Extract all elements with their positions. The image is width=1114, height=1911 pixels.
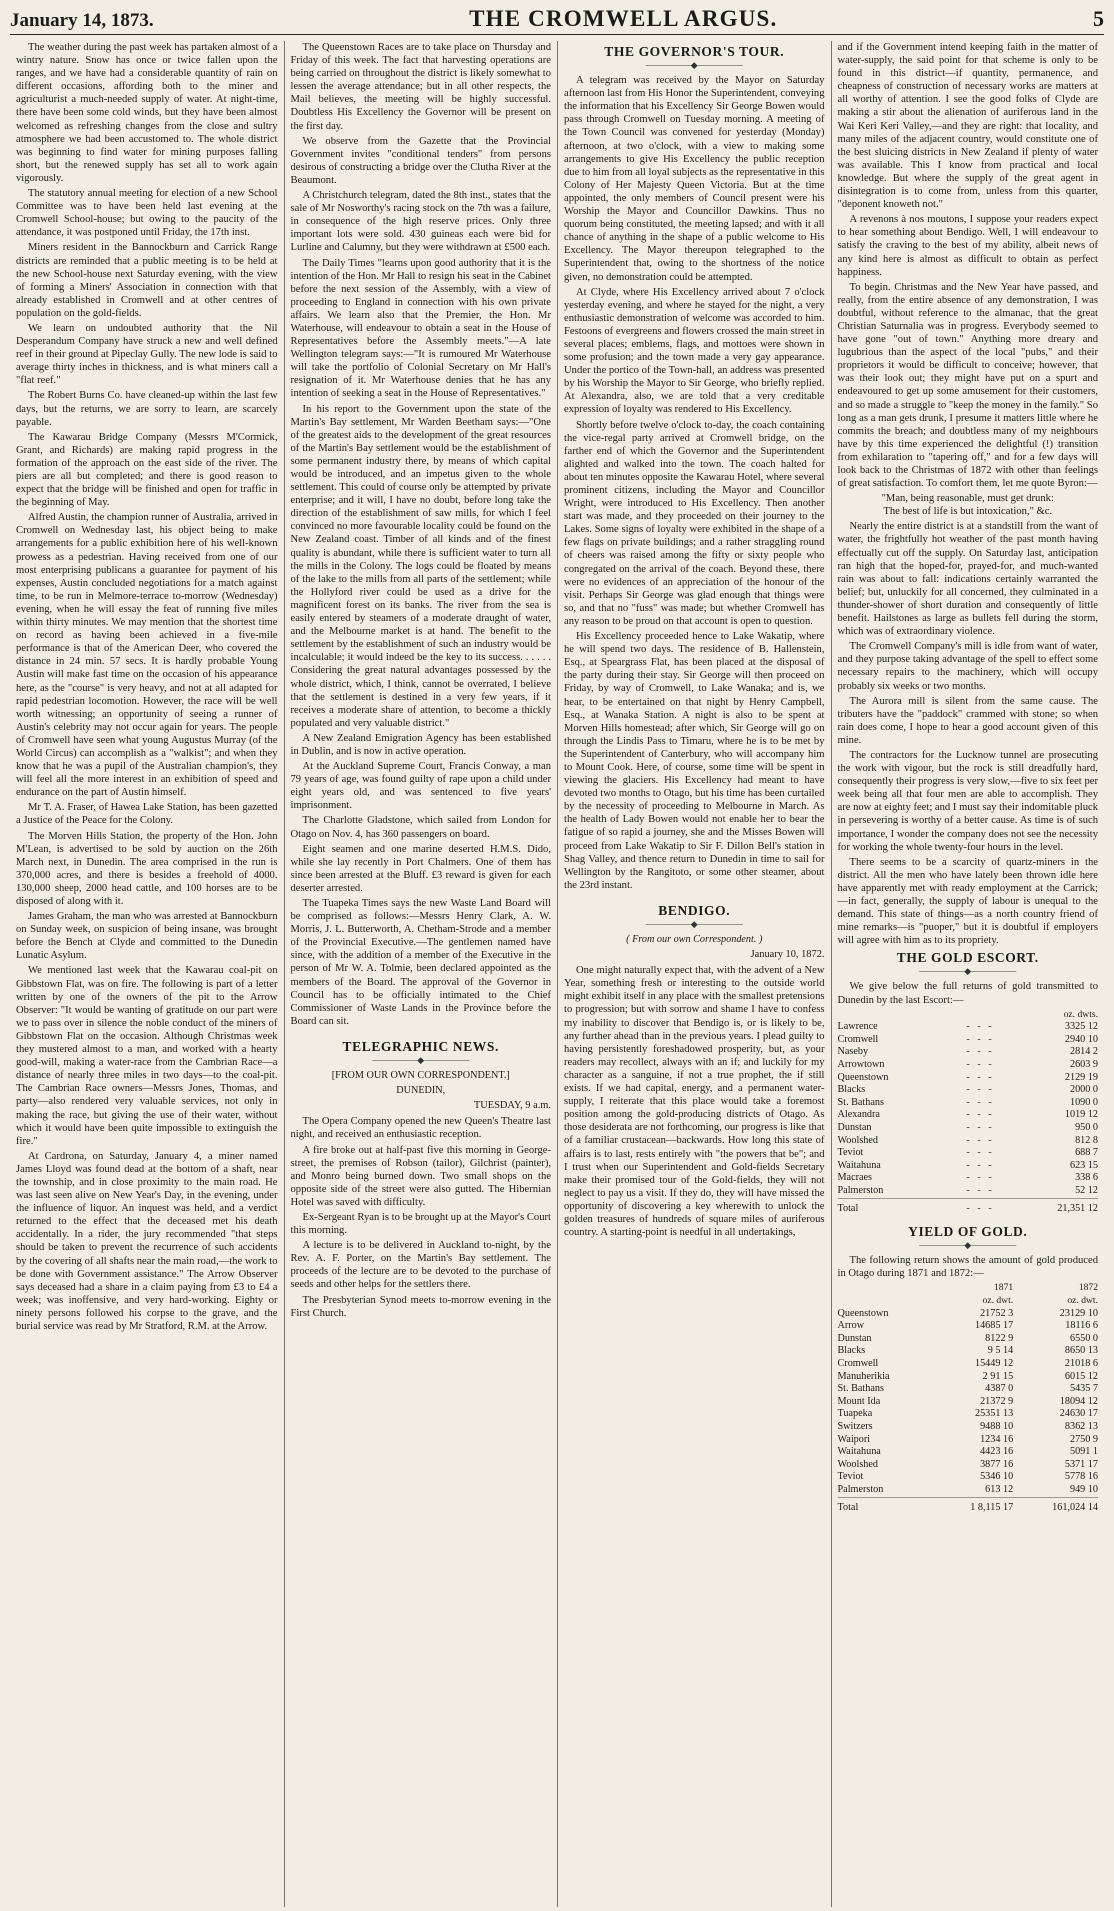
paragraph: The Cromwell Company's mill is idle from want of water, and they purpose taking advantage of the spell to effect some necessary repairs to the machinery, which will occupy probably six weeks or two months. xyxy=(837,641,1098,692)
escort-place: Arrowtown xyxy=(837,1059,885,1071)
yield-place: Waipori xyxy=(837,1433,871,1445)
yield-place: Switzers xyxy=(837,1420,873,1432)
escort-row: Waitahuna - - - 623 15 xyxy=(837,1159,1098,1171)
yield-row xyxy=(838,1383,1099,1396)
yield-1872: 8650 13 xyxy=(1064,1345,1098,1357)
escort-amount: 52 12 xyxy=(1075,1184,1098,1196)
telegraphic-heading: TELEGRAPHIC NEWS. xyxy=(342,1038,499,1054)
paragraph: At the Auckland Supreme Court, Francis Conway, a man 79 years of age, was found guilty of rape upon a child under eight years old, and was sentenced to five years' imprisonment. xyxy=(290,761,551,812)
yield-1871: 8122 9 xyxy=(985,1332,1014,1344)
escort-amount: 1019 12 xyxy=(1064,1109,1098,1121)
escort-row: Dunstan - - - 950 0 xyxy=(837,1122,1098,1133)
byron-quote-line: The best of life is but intoxication," &c. xyxy=(883,506,1053,518)
paragraph: Eight seamen and one marine deserted H.M.S. Dido, while she lay recently in Port Chalmers. One of them has since been arrested at the Bluff. £3 reward is given for each deserter arrested. xyxy=(290,843,551,894)
escort-amount: 338 6 xyxy=(1075,1172,1098,1184)
yield-row xyxy=(838,1484,1099,1497)
yield-place: Mount Ida xyxy=(837,1395,881,1407)
escort-place: Dunstan xyxy=(837,1122,872,1133)
yield-1871: 15449 12 xyxy=(974,1358,1014,1369)
yield-place: Blacks xyxy=(837,1345,866,1357)
yield-place: Palmerston xyxy=(837,1483,884,1495)
escort-place: Macraes xyxy=(837,1172,873,1184)
paragraph: At Clyde, where His Excellency arrived about 7 o'clock yesterday evening, and where he stayed for the night, a very enthusiastic demonstration of welcome was accorded to him. Festoons of evergreens and flowers crossed the main street in several places; emblems, flags, and mottoes were shown in some profusion; and the town made a very gay appearance. Under the portico of the Town-hall, an address was presented by his Worship the Mayor to Sir George, who briefly replied. At Alexandra, also, we are told that a very creditable expression of loyalty was rendered to His Excellency. xyxy=(564,286,825,416)
page-number: 5 xyxy=(1092,6,1104,31)
paragraph: Ex-Sergeant Ryan is to be brought up at the Mayor's Court this morning. xyxy=(290,1211,551,1237)
bendigo-byline: ( From our own Correspondent. ) xyxy=(626,934,763,945)
yield-row xyxy=(838,1471,1099,1484)
paragraph: We learn on undoubted authority that the Nil Desperandum Company have struck a new and well defined reef in their ground at Pipeclay Gully. The new lode is said to average thirty inches in thickness, and is what miners call a "flat reef." xyxy=(16,322,278,387)
yield-1872: 6550 0 xyxy=(1069,1332,1098,1344)
yield-1871: 14685 17 xyxy=(974,1320,1014,1332)
paragraph: The Kawarau Bridge Company (Messrs M'Cormick, Grant, and Richards) are making rapid progress in the formation of the approach on the east side of the river. The piers are all but completed; and there is good reason to expect that the bridge will be finished and open for traffic in the beginning of May. xyxy=(16,431,278,509)
escort-row: Palmerston - - - 52 12 xyxy=(838,1185,1099,1198)
yield-1871: 9 5 14 xyxy=(987,1345,1014,1357)
yield-place: Teviot xyxy=(837,1471,864,1483)
paragraph: The Queenstown Races are to take place on Thursday and Friday of this week. The fact that harvesting operations are being carried on throughout the district is likely somewhat to lessen the average attendance; but in all other respects, the Mail believes, the meeting will be highly successful. Doubtless His Excellency the Governor will be present on the first day. xyxy=(290,42,551,132)
yield-1871: 2 91 15 xyxy=(982,1370,1014,1382)
escort-amount: 950 0 xyxy=(1075,1122,1098,1133)
paragraph: A revenons à nos moutons, I suppose your readers expect to hear something about Bendigo. Well, I will endeavour to satisfy the craving to the best of my ability, albeit news of any kind here is almost as difficult to obtain as perfect happiness. xyxy=(837,214,1098,278)
escort-amount: 2129 19 xyxy=(1064,1071,1098,1083)
paragraph: A Christchurch telegram, dated the 8th inst., states that the sale of Mr Nosworthy's racing stock on the 7th was a failure, in consequence of the high reserve prices. Only three important lots were sold. 430 guineas each were bid for Lurline and Calumny, but they were withdrawn at £500 each. xyxy=(290,190,551,254)
yield-unit-2: oz. dwt. xyxy=(1067,1295,1098,1307)
paragraph: There seems to be a scarcity of quartz-miners in the district. All the men who have lately been thrown idle here have apparently met with ready employment at the Carrick;—in fact, generally, the supply of labour is unequal to the demand. This state of things—as a north country friend of mine remarks—is "puoper," but it is doubtful if employers will agree with him as to its propriety. xyxy=(837,856,1098,947)
yield-1871: 4387 0 xyxy=(985,1383,1014,1395)
yield-row xyxy=(838,1345,1099,1358)
yield-unit-1: oz. dwt. xyxy=(982,1295,1014,1307)
escort-row: St. Bathans - - - 1090 0 xyxy=(837,1096,1098,1108)
divider xyxy=(838,967,1099,976)
paragraph: His Excellency proceeded hence to Lake Wakatip, where he will spend two days. The residence of B. Hallenstein, Esq., at Speargrass Flat, has been placed at the disposal of the party during their stay. Sir George will then proceed on Friday, by way of Cromwell, to Lake Wanaka; and is, we hear, to be entertained on that night by Henry Campbell, Esq., at Wanaka Station. A night is also to be spent at Morven Hills homestead; after which, Sir George will go on through the Lindis Pass to Timaru, where he is to be met by the Superintendent of Canterbury, who will accompany him to Mount Cook. Here, of course, some time will be spent in viewing the glaciers. His Excellency had meant to have devoted two months to Otago, but his time has been curtailed by the necessity of proceeding to Melbourne in March. As the health of Lady Bowen would not enable her to bear the fatigue of so rapid a journey, she and the Misses Bowen will proceed from Lake Wakatip to Sir F. Dillon Bell's station in Shag Valley, and thence return to Dunedin in time to sail for Wellington by the Rangitoto, or some other steamer, about the 23rd instant. xyxy=(564,631,825,891)
paragraph: The weather during the past week has partaken almost of a wintry nature. Snow has once or twice fallen upon the ranges, and we have had a considerable quantity of rain on different occasions, affording both to the miner and agriculturist a much-needed supply of water. At night-time, there have been some cold winds, but they have been almost welcomed as refreshing changes from the close and sultry atmosphere we had been accustomed to. The whole district was beginning to find water for mining purposes falling short, but the renewed supply has set all to work again vigorously. xyxy=(16,42,278,184)
yield-place: Cromwell xyxy=(837,1358,879,1369)
yield-total-label: Total xyxy=(838,1497,934,1514)
escort-row: Cromwell - - - 2940 10 xyxy=(837,1033,1098,1045)
paragraph: Alfred Austin, the champion runner of Australia, arrived in Cromwell on Wednesday last, his object being to make arrangements for a public exhibition here of his well-known prowess as a pedestrian. Having received from one of our most enterprising publicans a guarantee for payment of his expenses, Austin concluded negotiations for a match against time, to be run in Melmore-terrace to-morrow (Wednesday) evening, when he will essay the feat of running five miles within thirty minutes. We may mention that the shortest time on record as having been achieved in a five-mile performance is that of the American Deer, who covered the distance in 24 min. 57 secs. It is hardly probable Young Austin will make fast time on the occasion of his appearance here, as the "course" is very heavy, and not at all adapted for rapid pedestrian locomotion. However, the race will be well worth witnessing; an opportunity of seeing a runner of Austin's celebrity may not occur again for years. The people of Cromwell have seen what young Augustus Murray (of the World Circus) can accomplish as a "walkist"; and when they know that he was a pupil of the Australian champion's, they will feel all the more interest in an exhibition of speed and endurance on the part of Austin himself. xyxy=(16,512,278,799)
divider xyxy=(838,1241,1099,1250)
yield-1871: 4423 16 xyxy=(980,1446,1014,1458)
yield-row xyxy=(838,1308,1099,1321)
escort-amount: 2940 10 xyxy=(1064,1033,1098,1045)
escort-amount: 623 15 xyxy=(1069,1159,1098,1171)
yield-1871: 9488 10 xyxy=(980,1420,1014,1432)
yield-row xyxy=(838,1333,1099,1346)
yield-row xyxy=(838,1408,1099,1421)
column-3 xyxy=(557,41,831,1907)
paragraph: A lecture is to be delivered in Auckland to-night, by the Rev. A. F. Porter, on the Martin's Bay settlement. The proceeds of the lecture are to be devoted to the purchase of seeds and other helps for the settlers there. xyxy=(290,1240,551,1291)
escort-place: Queenstown xyxy=(837,1071,889,1083)
escort-row: Macraes - - - 338 6 xyxy=(837,1172,1098,1184)
yield-1872: 5371 17 xyxy=(1064,1458,1098,1470)
paragraph: The Tuapeka Times says the new Waste Land Board will be comprised as follows:—Messrs Henry Clark, A. W. Morris, J. L. Butterworth, A. Chetham-Strode and a member of the Provincial Executive.—The gentlemen named have since, with the addition of a member of the Executive in the person of Mr W. A. Tolmie, been declared appointed as the members of the Board. The approval of the Governor in Council has to be officially intimated to the Chief Commissioner of Waste Lands in the Province before the Board can sit. xyxy=(290,898,551,1027)
paragraph: Nearly the entire district is at a standstill from the want of water, the frightfully hot weather of the past month having effectually cut off the supply. On Saturday last, anticipation ran high that the hoped-for, prayed-for, and much-wanted rain was about to fall: indications certainly warranted the belief; but, unluckily for all concerned, they culminated in a thunder-shower of short duration and consequently of little benefit. Hailstones as large as bullets fell during the storm, which was of extraordinary violence. xyxy=(837,521,1098,638)
yield-place: Waitahuna xyxy=(837,1446,881,1458)
yield-total-1872: 161,024 14 xyxy=(1013,1497,1098,1514)
yield-1872: 24630 17 xyxy=(1059,1408,1098,1420)
paragraph: The Morven Hills Station, the property of the Hon. John M'Lean, is advertised to be sold by auction on the 26th March next, in Dunedin. The area comprised in the run is 370,000 acres, and there is besides a freehold of 4000. 130,000 sheep, 2000 head cattle, and 100 horses are to be disposed of along with it. xyxy=(16,830,278,907)
paragraph: We observe from the Gazette that the Provincial Government invites "conditional tenders" from persons desirous of constructing a bridge over the Clutha River at the Beaumont. xyxy=(290,135,551,186)
yield-1872: 21018 6 xyxy=(1064,1358,1098,1369)
paragraph: One might naturally expect that, with the advent of a New Year, something fresh or interesting to the outside world might exhibit itself in any place with the smallest pretensions to progression; but with sorrow and shame I have to confess my inability to discover that Bendigo is, or is likely to be, any further ahead than in the previous years. I plead guilty to having persistently foreshadowed prosperity, but, as your readers may recollect, always with an if; and luckily for my character as a sanguine, if not a true prophet, the if still exists. If we had capital, energy, and a permanent water-supply, I reiterate that this place would take a foremost position among the gold-producing districts of Otago. As those desiderata are not forthcoming, our progress is like that of a familiar crustacean—backwards. How long this state of affairs is to last, rests entirely with "the powers that be"; and I trust when our Superintendent and Gold-fields Secretary make their promised tour of the Gold-fields, they will not neglect to pay us a visit. If they do, they will have missed the opportunity of discovering a key wherewith to unlock the golden treasures of hundreds of square miles of auriferous country. A starting-point is needful in all undertakings, xyxy=(564,965,825,1239)
yield-place: Woolshed xyxy=(837,1458,878,1470)
newspaper-title: THE CROMWELL ARGUS. xyxy=(469,6,778,31)
yield-1871: 5346 10 xyxy=(980,1471,1014,1483)
escort-row: Arrowtown - - - 2603 9 xyxy=(837,1059,1098,1071)
yield-place: Dunstan xyxy=(837,1332,872,1344)
yield-1871: 21372 9 xyxy=(980,1395,1014,1407)
escort-place: Alexandra xyxy=(837,1109,880,1121)
yield-row xyxy=(838,1459,1099,1472)
escort-unit: oz. dwts. xyxy=(1063,1008,1098,1020)
divider xyxy=(291,1056,552,1065)
yield-1871: 21752 3 xyxy=(980,1307,1014,1319)
yield-row xyxy=(838,1358,1099,1371)
yield-row xyxy=(838,1396,1099,1409)
yield-1871: 1234 16 xyxy=(980,1433,1014,1445)
paragraph: The Presbyterian Synod meets to-morrow evening in the First Church. xyxy=(290,1294,551,1319)
yield-place: Arrow xyxy=(837,1320,865,1332)
yield-1872: 5778 16 xyxy=(1064,1471,1098,1483)
issue-date: January 14, 1873. xyxy=(10,10,154,31)
escort-row: Lawrence - - - 3325 12 xyxy=(837,1021,1098,1033)
column-1 xyxy=(10,41,284,1907)
escort-row: Queenstown - - - 2129 19 xyxy=(837,1071,1098,1083)
yield-row xyxy=(838,1320,1099,1333)
escort-place: Waitahuna xyxy=(837,1159,881,1171)
escort-row: Teviot - - - 688 7 xyxy=(837,1147,1098,1159)
paragraph: The Charlotte Gladstone, which sailed from London for Otago on Nov. 4, has 360 passengers on board. xyxy=(290,815,551,840)
yield-1872: 2750 9 xyxy=(1069,1433,1098,1445)
yield-1871: 613 12 xyxy=(985,1483,1014,1495)
yield-1872: 18116 6 xyxy=(1065,1320,1098,1332)
yield-place: Tuapeka xyxy=(837,1408,873,1420)
column-2 xyxy=(284,41,558,1907)
yield-1872: 8362 13 xyxy=(1064,1420,1098,1432)
yield-1872: 18094 12 xyxy=(1059,1395,1098,1407)
yield-1871: 3877 16 xyxy=(980,1458,1014,1470)
paragraph: At Cardrona, on Saturday, January 4, a miner named James Lloyd was found dead at the bottom of a shaft, near the township, and in close proximity to the main road. He was last seen alive on New Year's Day, in the evening, under the influence of liquor. An inquest was held, and a verdict returned to the effect that the deceased met his death accidentally. In a rider, the jury recommended "that steps should be taken to prevent the recurrence of such accidents by the covering of all shafts near the main road,—the work to be done with Government assistance." The Arrow Observer says deceased had a share in a claim paying from £3 to £4 a week; was inoffensive, and very hard-working. Eighty or ninety persons followed his corpse to the grave, and the burial service was read by Mr Stratford, R.M. at the Arrow. xyxy=(16,1150,278,1332)
escort-intro: We give below the full returns of gold transmitted to Dunedin by the last Escort:— xyxy=(837,981,1098,1006)
yield-1872: 5435 7 xyxy=(1069,1383,1098,1395)
yield-intro: The following return shows the amount of gold produced in Otago during 1871 and 1872:— xyxy=(837,1255,1098,1280)
paragraph: Miners resident in the Bannockburn and Carrick Range districts are reminded that a public meeting is to be held at the new School-house next Saturday evening, with the view of forming a Miners' Association in connection with that already established in Cromwell and at other centres of population on the gold-fields. xyxy=(16,242,278,319)
escort-place: Woolshed xyxy=(837,1134,878,1146)
escort-place: Cromwell xyxy=(837,1033,879,1045)
telegraphic-byline: [FROM OUR OWN CORRESPONDENT.] xyxy=(331,1070,510,1082)
yield-row xyxy=(838,1446,1099,1459)
paragraph: Shortly before twelve o'clock to-day, the coach containing the vice-regal party arrived at Cromwell bridge, on the farther end of which the Governor and the Superintendent alighted and walked into the town. The coach halted for about ten minutes opposite the Kawarau Hotel, where several prominent citizens, including the Mayor and Councillor Wright, were introduced to His Excellency. Then another start was made, and they proceeded on their journey to the Lakes. Some signs of loyalty were exhibited in the shape of a few flags on private buildings; and a rather straggling round of cheers was raised among the fifty or sixty people who congregated on the arrival of the coach. Beyond these, there were no evidences of an appreciation of the honour of the visit. Perhaps Sir George was glad enough that things were so, and that no "fuss" was made; but whether Cromwell has any reason to be proud on that account is open to question. xyxy=(564,419,825,627)
escort-row: Naseby - - - 2814 2 xyxy=(837,1046,1098,1058)
bendigo-dateline: January 10, 1872. xyxy=(750,949,825,961)
escort-amount: 2814 2 xyxy=(1069,1046,1098,1058)
paragraph: In his report to the Government upon the state of the Martin's Bay settlement, Mr Warden Beetham says:—"One of the greatest aids to the development of the great resources of the Martin's Bay settlement would be the establishment of some permanent industry there, by means of which capital would be introduced, and an impetus given to the whole settlement. This could of course only be attempted by private enterprise; and it will, I have no doubt, before long take the direction of the establishment of saw mills, for which I feel convinced no more favourable locality could be found on the New Zealand coast. Timber of all kinds and of the finest quality is abundant, while there is sufficient water to turn all the mills in the Colony. The logs could be floated by means of the lake to the mills from all parts of the settlement; while the Hollyford river could be used as a drive for the magnificent forest on its banks. The river from the sea is easily entered by steamers of a moderate draught of water, and the Melbourne market is at hand. The benefit to the settlement by the establishment of such an industry would be incalculable; it would indeed be the key to its success. . . . . . Considering the great natural advantages possessed by the whole district, which, I think, cannot be overrated, I believe that the settlement is destined in a very few years, if it receives a moderate share of attention, to become a thickly populated and very valuable district." xyxy=(290,403,551,729)
paragraph: The Robert Burns Co. have cleaned-up within the last few days, but the returns, we are sorry to learn, are scarcely payable. xyxy=(16,390,278,428)
paragraph: The statutory annual meeting for election of a new School Committee was to have been held last evening at the Cromwell School-house; but owing to the paucity of the attendance, it was postponed until Friday, the 17th inst. xyxy=(16,188,278,239)
escort-amount: 688 7 xyxy=(1075,1147,1098,1159)
escort-place: Lawrence xyxy=(837,1021,878,1033)
byron-quote-line: "Man, being reasonable, must get drunk: xyxy=(881,493,1054,505)
yield-total-1871: 1 8,115 17 xyxy=(934,1497,1013,1514)
yield-row xyxy=(838,1421,1099,1434)
paragraph: We mentioned last week that the Kawarau coal-pit on Gibbstown Flat, was on fire. The following is part of a letter written by one of the owners of the pit to the Arrow Observer: "It would be wanting of gratitude on our part were we to pass over in silence the noble conduct of the miners of Gibbstown Flat on the occasion. Although Christmas week they mustered almost to a man, and worked with a hearty good-will, making a water-race from the Cambrian Race—a distance of nearly three miles in two days—to the coal-pit. The Cambrian Race owners—Messrs Jones, Thomas, and party—also rendered very valuable services, not only in making the race, but giving the use of their water, without which it would have been quite impossible to extinguish the fire." xyxy=(16,965,278,1147)
columns xyxy=(10,41,1104,1907)
paragraph: To begin. Christmas and the New Year have passed, and really, from the entire absence of any demonstration, I was doubtful, without reference to the almanac, that the great Christian Saturnalia was in progress. Everybody seemed to have gone "out of town." Anything more dreary and lugubrious than the aspect of the local "pubs," and their proprietors it would be difficult to conceive; however, that was their look out; they might have put on a spurt and endeavoured to get up some amusement for their customers, and so made a struggle to "keep the money in the family." So long as a man gets drunk, I presume it matters little where he commits the breach; and doubtless many of my neighbours have by this time experienced the delightful (!) transition from exhilaration to "tapering off," and for a few days will look back to the Christmas of 1872 with other than feelings of great satisfaction. To comfort them, let me quote Byron:— xyxy=(837,281,1098,490)
yield-1872: 6015 12 xyxy=(1064,1370,1098,1382)
paragraph: A New Zealand Emigration Agency has been established in Dublin, and is now in active operation. xyxy=(290,732,551,757)
yield-heading: YIELD OF GOLD. xyxy=(908,1224,1028,1240)
yield-1871: 25351 13 xyxy=(974,1408,1014,1420)
paragraph: The Daily Times "learns upon good authority that it is the intention of the Hon. Mr Hall to resign his seat in the Cabinet before the next session of the Assembly, with a view of proceeding to England in connection with his own private affairs. We learn also that the Premier, the Hon. Mr Waterhouse, will endeavour to obtain a seat in the House of Representatives before the Assembly meets."—A late Wellington telegram says:—"It is rumoured Mr Waterhouse will take the portfolio of Colonial Secretary on Mr Hall's resignation of it. Mr Waterhouse denies that he has any intention of seeking a seat in the House of Representatives." xyxy=(290,257,551,400)
escort-amount: 2000 0 xyxy=(1069,1084,1098,1096)
escort-amount: 812 8 xyxy=(1075,1134,1098,1146)
yield-1872: 5091 1 xyxy=(1069,1446,1098,1458)
escort-amount: 2603 9 xyxy=(1069,1059,1098,1071)
paragraph: and if the Government intend keeping faith in the matter of water-supply, the said point for that scheme is only to be found in this district—if quantity, permanence, and cheapness of construction of necessary works are matters at all worthy of attention. I see the good folks of Clyde are making a stir about the alienation of auriferous land in the Wai Keri Keri Valley,—and they are right: that locality, and many miles of the adjacent country, would constitute one of the best sluicing districts in New Zealand if plenty of water was available. This I know from practical and local knowledge. But where the supply of the great agent in disintegration is to come from, unless from this quarter, "deponent knoweth not." xyxy=(837,42,1098,211)
escort-heading: THE GOLD ESCORT. xyxy=(896,950,1039,966)
yield-row xyxy=(838,1371,1099,1384)
escort-amount: 1090 0 xyxy=(1069,1096,1098,1108)
telegraphic-place: DUNEDIN, xyxy=(396,1085,446,1097)
masthead xyxy=(10,6,1104,35)
escort-row: Blacks - - - 2000 0 xyxy=(837,1084,1098,1096)
yield-year-1: 1871 xyxy=(994,1282,1014,1294)
column-4 xyxy=(831,41,1105,1907)
escort-place: Teviot xyxy=(837,1147,864,1159)
yield-place: St. Bathans xyxy=(837,1383,884,1395)
paragraph: The Aurora mill is silent from the same cause. The tributers have the "paddock" crammed with stone; so when rain does come, I hope to hear a good account given of this mine. xyxy=(837,695,1098,746)
bendigo-heading: BENDIGO. xyxy=(658,902,731,918)
paragraph: A fire broke out at half-past five this morning in George-street, the premises of Robson (tailor), Gilchrist (painter), and Monro being burned down. Two small shops on the opposite side of the street were also gutted. The Hibernian Hotel was saved with difficulty. xyxy=(290,1144,551,1208)
yield-table xyxy=(838,1282,1099,1514)
paragraph: James Graham, the man who was arrested at Bannockburn on Sunday week, on suspicion of being insane, was brought before the Bench at Clyde and committed to the Dunedin Lunatic Asylum. xyxy=(16,911,278,962)
yield-place: Manuherikia xyxy=(837,1370,890,1382)
escort-place: St. Bathans xyxy=(837,1096,884,1108)
yield-1872: 23129 10 xyxy=(1059,1307,1098,1319)
escort-row: Woolshed - - - 812 8 xyxy=(837,1134,1098,1146)
yield-1872: 949 10 xyxy=(1069,1483,1098,1495)
divider xyxy=(564,61,825,70)
paragraph: The contractors for the Lucknow tunnel are prosecuting the work with vigour, but the rock is still dreadfully hard, consequently their progress is very slow,—five to six feet per week being all that four men are able to accomplish. They are now at eighty feet; and I must say their indomitable pluck in persevering is worthy of a better cause. As time is of such importance, I wonder the company does not see the necessity for working the whole twenty-four hours in the level. xyxy=(837,749,1098,853)
escort-place: Palmerston xyxy=(837,1184,884,1196)
escort-amount: 3325 12 xyxy=(1064,1021,1098,1033)
paragraph: The Opera Company opened the new Queen's Theatre last night, and received an enthusiastic reception. xyxy=(290,1116,551,1141)
escort-row: Alexandra - - - 1019 12 xyxy=(837,1109,1098,1121)
governor-heading: THE GOVERNOR'S TOUR. xyxy=(604,44,785,59)
escort-total-label: Total xyxy=(838,1198,951,1215)
escort-table: oz. dwts. Lawrence - - - 3325 12 Cromwell - - - 2940 10 Naseby - - - 2814 2 Arrowtown - - - 2603 9 Queenstown - - - 2129 19 Blacks - - - 2000 0 St. Bathans - - - 1090 0 Alexandra - - - 1019 12 Dunstan - - - 950 0 Woolshed - - - 812 8 Teviot - - - 688 7 Waitahuna - - - 623 15 Macraes - - - 338 6 Palmerston - - - 52 12 Total - - - 21,351 12 xyxy=(837,1008,1098,1214)
escort-total: 21,351 12 xyxy=(1007,1198,1098,1215)
paragraph: A telegram was received by the Mayor on Saturday afternoon last from His Honor the Superintendent, conveying the information that his Excellency Sir George Bowen would pass through Cromwell on Tuesday morning. A meeting of the Town Council was convened for yesterday (Monday) afternoon, at two o'clock, with a view to making some arrangements to give His Excellency the public reception due to him from all loyal subjects as the representative in this Colony of Her Majesty Queen Victoria. But at the time appointed, the only members of Council present were his Worship the Mayor and Councillor Dawkins. Thus no quorum being constituted, the meeting lapsed; and with it all chance of anything in the shape of a public welcome to His Excellency. The Mayor thereupon telegraphed to the Superintendent that, owing to the shortness of the notice given, no demonstration could be attempted. xyxy=(564,75,825,283)
telegraphic-dateline: TUESDAY, 9 a.m. xyxy=(473,1100,551,1112)
yield-row xyxy=(838,1434,1099,1447)
yield-year-2: 1872 xyxy=(1078,1282,1098,1294)
yield-place: Queenstown xyxy=(837,1307,889,1319)
divider xyxy=(564,920,825,929)
escort-place: Blacks xyxy=(837,1084,866,1096)
escort-place: Naseby xyxy=(837,1046,869,1058)
paragraph: Mr T. A. Fraser, of Hawea Lake Station, has been gazetted a Justice of the Peace for the Colony. xyxy=(16,802,278,827)
